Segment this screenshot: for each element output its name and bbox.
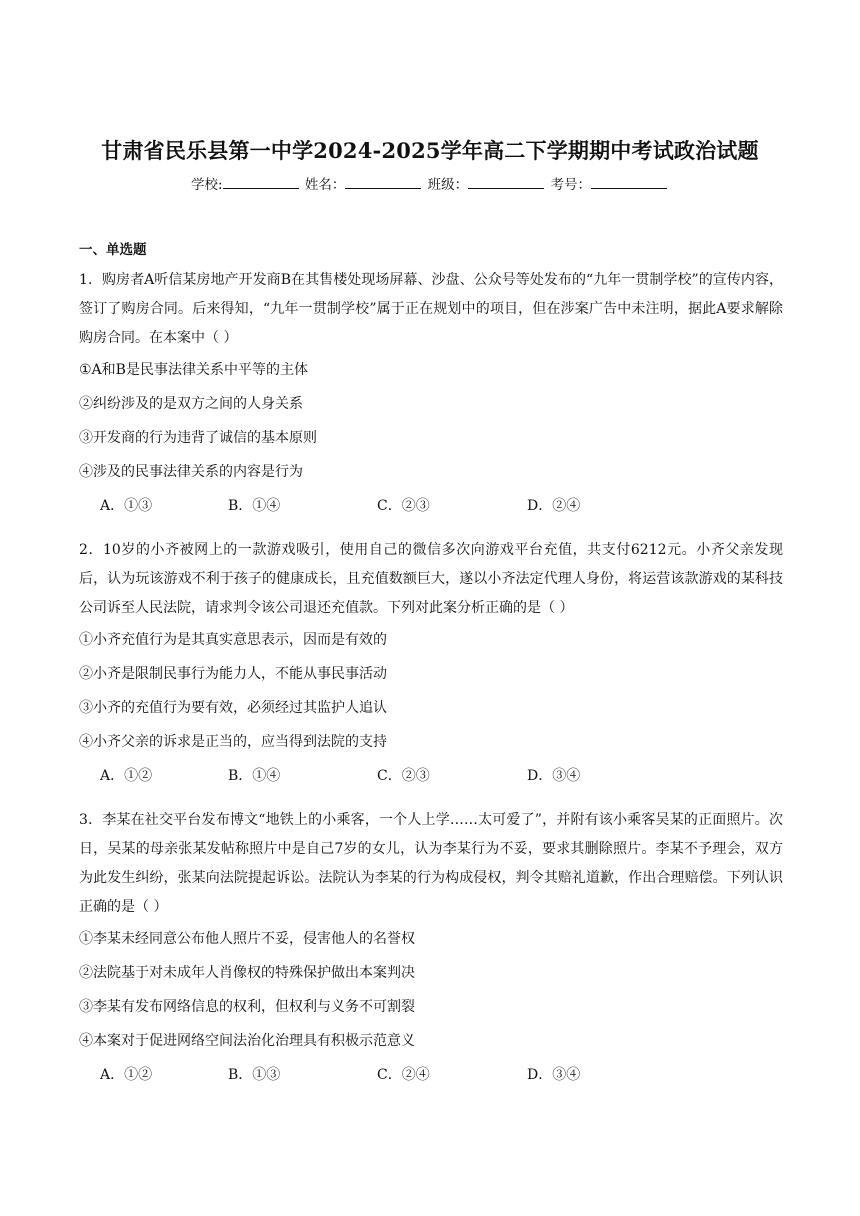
class-label: 班级：: [427, 177, 469, 193]
statement-option: ③李某有发布网络信息的权利，但权利与义务不可割裂: [79, 999, 415, 1015]
statement-option: ①小齐充值行为是其真实意思表示，因而是有效的: [79, 632, 387, 648]
question-stem: 3．李某在社交平台发布博文“地铁上的小乘客，一个人上学……太可爱了”，并附有该小乘客吴某的正面照片。次日，吴某的母亲张某发帖称照片中是自己7岁的女儿，认为李某行为不妥，要求其删除照片。李某不予理会，双方为此发生纠纷，张某向法院提起诉讼。法院认为李某的行为构成侵权，判令其赔礼道歉，作出合理赔偿。下列认识正确的是（ ）: [79, 812, 783, 915]
statement-option: ③开发商的行为违背了诚信的基本原则: [79, 430, 317, 446]
statement-option: ④小齐父亲的诉求是正当的，应当得到法院的支持: [79, 734, 387, 750]
name-label: 姓名：: [304, 177, 346, 193]
answer-choices: [79, 759, 783, 793]
question-3: [79, 806, 783, 1092]
choice-d[interactable]: D．③④: [527, 768, 581, 784]
school-label: 学校:: [191, 177, 223, 193]
answer-choices: [79, 489, 783, 523]
choice-b[interactable]: B．①④: [228, 768, 281, 784]
school-blank: [223, 174, 299, 189]
statement-option: ②小齐是限制民事行为能力人，不能从事民事活动: [79, 666, 387, 682]
question-2: [79, 536, 783, 793]
choice-a[interactable]: A．①②: [100, 768, 153, 784]
statement-option: ③小齐的充值行为要有效，必须经过其监护人追认: [79, 700, 387, 716]
choice-b[interactable]: B．①③: [228, 1067, 281, 1083]
choice-d[interactable]: D．②④: [527, 498, 581, 514]
statement-option: ④本案对于促进网络空间法治化治理具有积极示范意义: [79, 1033, 415, 1049]
exam-title: 甘肃省民乐县第一中学2024-2025学年高二下学期期中考试政治试题: [101, 138, 759, 163]
choice-a[interactable]: A．①②: [100, 1067, 153, 1083]
statement-option: ①李某未经同意公布他人照片不妥，侵害他人的名誉权: [79, 931, 415, 947]
statement-option: ④涉及的民事法律关系的内容是行为: [79, 464, 303, 480]
answer-choices: [79, 1058, 783, 1092]
question-stem: 2．10岁的小齐被网上的一款游戏吸引，使用自己的微信多次向游戏平台充值，共支付6212元。小齐父亲发现后，认为玩该游戏不利于孩子的健康成长，且充值数额巨大，遂以小齐法定代理人身份，将运营该款游戏的某科技公司诉至人民法院，请求判令该公司退还充值款。下列对此案分析正确的是（ ）: [79, 542, 783, 616]
choice-b[interactable]: B．①④: [228, 498, 281, 514]
choice-c[interactable]: C．②④: [377, 1067, 430, 1083]
statement-option: ②纠纷涉及的是双方之间的人身关系: [79, 396, 303, 412]
statement-option: ①A和B是民事法律关系中平等的主体: [79, 362, 308, 378]
exam-number-blank: [591, 174, 667, 189]
choice-c[interactable]: C．②③: [377, 498, 430, 514]
question-stem: 1．购房者A听信某房地产开发商B在其售楼处现场屏幕、沙盘、公众号等处发布的“九年一贯制学校”的宣传内容，签订了购房合同。后来得知，“九年一贯制学校”属于正在规划中的项目，但在涉案广告中未注明，据此A要求解除购房合同。在本案中（ ）: [79, 272, 783, 346]
question-1: [79, 266, 783, 523]
choice-c[interactable]: C．②③: [377, 768, 430, 784]
choice-d[interactable]: D．③④: [527, 1067, 581, 1083]
choice-a[interactable]: A．①③: [100, 498, 153, 514]
section-title: 一、单选题: [79, 242, 147, 258]
student-info-line: [0, 174, 860, 195]
statement-option: ②法院基于对未成年人肖像权的特殊保护做出本案判决: [79, 965, 415, 981]
name-blank: [345, 174, 421, 189]
class-blank: [468, 174, 544, 189]
exam-number-label: 考号：: [550, 177, 591, 193]
